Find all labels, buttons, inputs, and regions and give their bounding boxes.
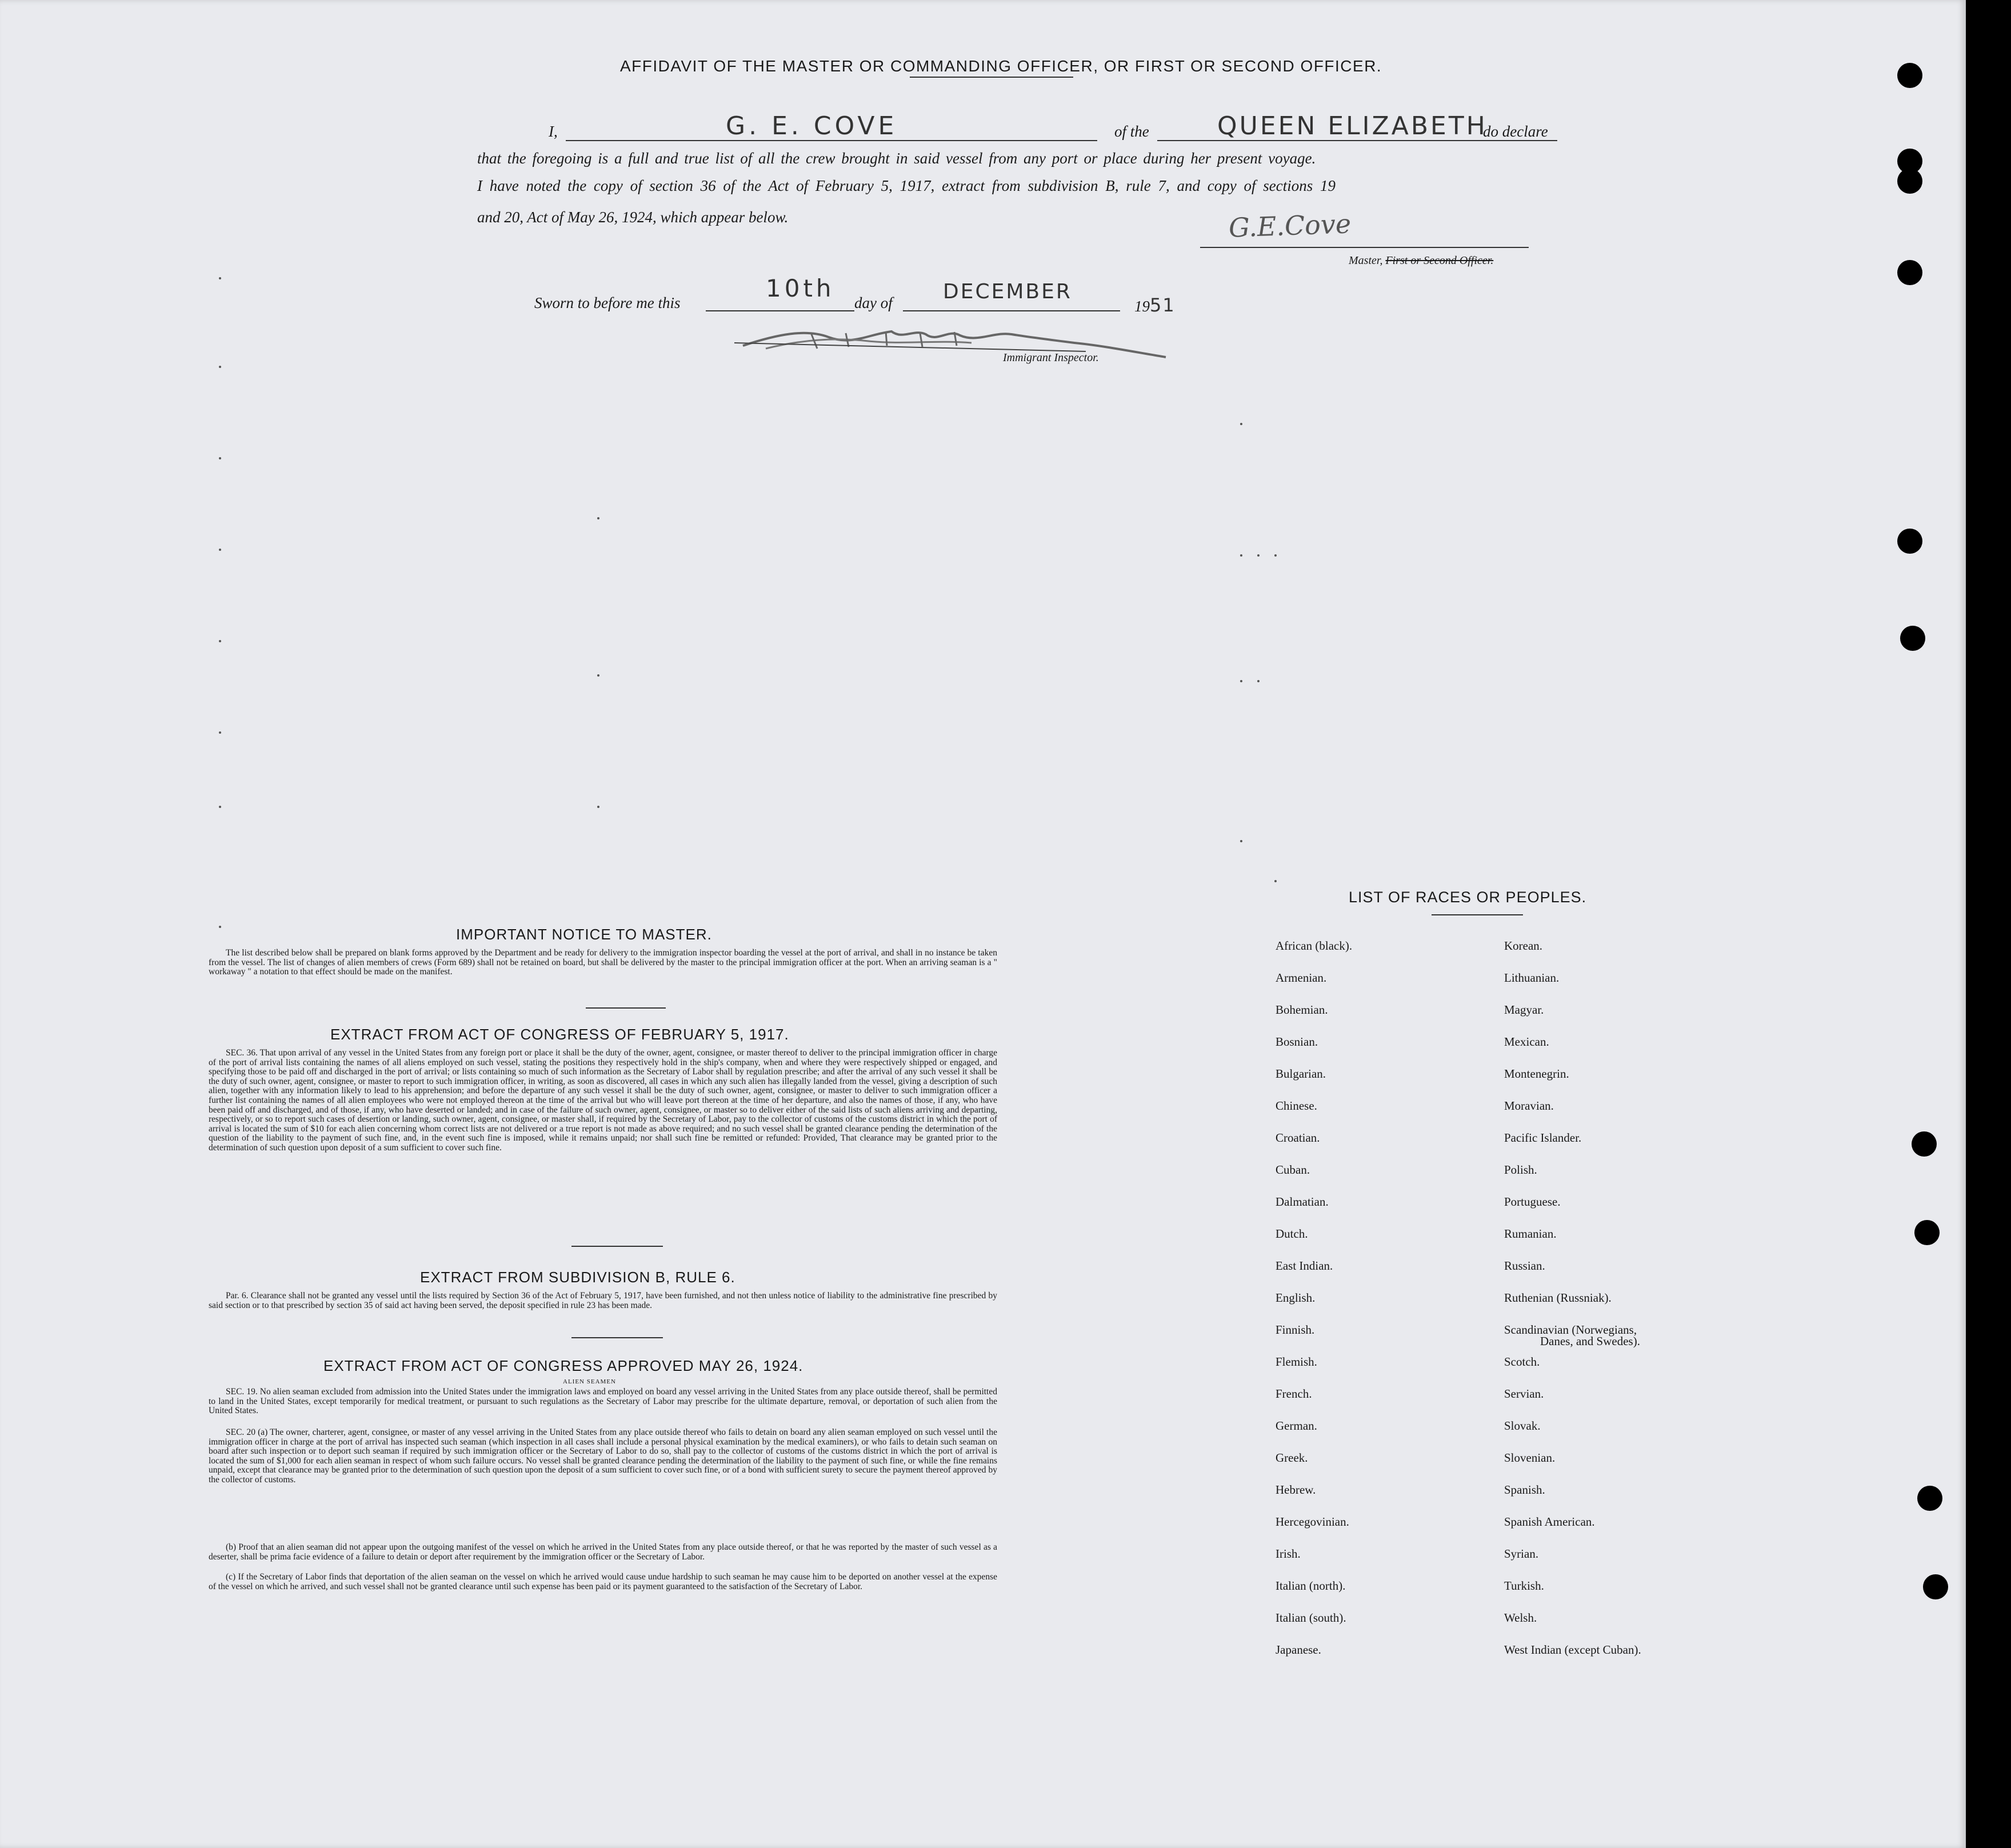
affidavit-line-3: I have noted the copy of section 36 of the Act of February 5, 1917, extract from subdivision B, rule 7, and copy of sections 19 — [477, 177, 1336, 194]
scan-dot — [1274, 554, 1277, 557]
act-1917-body: SEC. 36. That upon arrival of any vessel in the United States from any foreign port or place it shall be the duty of the owner, agent, consignee, or master thereof to deliver to the principal immigration officer in charge of the port of arrival lists containing the names of all aliens employed on such vessel, stating the positions they respectively hold in the ship's company, when and where they were respectively shipped or engaged, and specifying those to be paid off and discharged in the port of arrival; or lists containing so much of such information as the Secretary of Labor shall by regulation prescribe; and after the arrival of any such vessel it shall be the duty of such owner, agent, consignee, or master to report to such immigration officer, in writing, as soon as discovered, all cases in which any such alien has illegally landed from the vessel, giving a description of such alien, together with any information likely to lead to his apprehension; and before the departure of any such vessel it shall be the duty of such owner, agent, consignee, or master to deliver to such immigration officer a further list containing the names of all alien employees who were not employed thereon at the time of the arrival but who will leave port thereon at the time of her departure, and also the names of those, if any, who have been paid off and discharged, and of those, if any, who have deserted or landed; and in case of the failure of such owner, agent, consignee, or master so to deliver either of the said lists of such aliens arriving and departing, respectively, or so to report such cases of desertion or landing, such owner, agent, consignee, or master shall, if required by the Secretary of Labor, pay to the collector of customs of the customs district in which the port of arrival is located the sum of $10 for each alien concerning whom correct lists are not delivered or a true report is not made as above required; and no such vessel shall be granted clearance pending the determination of the question of the liability to the payment of such fine, and, in the event such fine is imposed, while it remains unpaid; nor shall such fine be remitted or refunded: Provided, That clearance may be granted prior to the determination of such question upon deposit of a sum sufficient to cover such fine. — [209, 1048, 997, 1153]
master-role-struck: First or Second Officer. — [1385, 254, 1494, 267]
scan-dot — [1257, 554, 1260, 557]
punch-hole — [1897, 169, 1922, 194]
scan-dot — [219, 277, 221, 279]
scan-dot — [1240, 840, 1242, 842]
race-item: Chinese. — [1276, 1099, 1317, 1113]
master-signature-line — [1200, 247, 1529, 248]
race-item: African (black). — [1276, 939, 1353, 953]
act-1924-sec-20a: SEC. 20 (a) The owner, charterer, agent, consignee, or master of any vessel arriving in the United States from any place outside thereof who fails to detain on board any alien seaman employed on such vessel until the immigration officer in charge at the port of arrival has inspected such seaman (which inspection in all cases shall include a personal physical examination by the medical examiners), or who fails to detain such seaman on board after such inspection or to deport such seaman if required by such immigration officer or the Secretary of Labor to do so, shall pay to the collector of customs of the customs district in which the port of arrival is located the sum of $1,000 for each alien seaman in respect of whom such failure occurs. No vessel shall be granted clearance pending the determination of the liability to the payment of such fine, or while the fine remains unpaid, except that clearance may be granted prior to the determination of such question upon the deposit of a sum sufficient to cover such fine, or of a bond with sufficient surety to secure the payment thereof approved by the collector of customs. — [209, 1427, 997, 1485]
affidavit-line-2: that the foregoing is a full and true list of all the crew brought in said vessel from any port or place during her present voyage. — [477, 150, 1316, 167]
act-1924-title: EXTRACT FROM ACT OF CONGRESS APPROVED MAY 26, 1924. — [323, 1357, 803, 1374]
act-1924-sec-20b: (b) Proof that an alien seaman did not appear upon the outgoing manifest of the vessel on which he arrived in the United States from any place outside thereof, or that he was reported by the master of such vessel as a deserter, shall be prima facie evidence of a failure to detain or deport after requirement by the immigration officer or the Secretary of Labor. — [209, 1542, 997, 1562]
race-item: Welsh. — [1504, 1611, 1537, 1625]
race-item: Irish. — [1276, 1547, 1301, 1561]
affidavit-title: AFFIDAVIT OF THE MASTER OR COMMANDING OFFICER, OR FIRST OR SECOND OFFICER. — [620, 57, 1382, 75]
inspector-signature — [731, 317, 1189, 363]
scan-dot — [219, 549, 221, 551]
divider — [571, 1337, 663, 1338]
act-1924-sec-20c: (c) If the Secretary of Labor finds that deportation of the alien seaman on the vessel on which he arrived would cause undue hardship to such seaman he may cause him to be deported on another vessel at the expense of the vessel on which he arrived, and such vessel shall not be granted clearance until such expense has been paid or its payment guaranteed to the satisfaction of the Secretary of Labor. — [209, 1572, 997, 1591]
affidavit-line-4: and 20, Act of May 26, 1924, which appear below. — [477, 209, 789, 226]
race-item: Ruthenian (Russniak). — [1504, 1291, 1612, 1305]
act-1924-sec-19: SEC. 19. No alien seaman excluded from admission into the United States under the immigration laws and employed on board any vessel arriving in the United States from any place outside thereof, shall be permitted to land in the United States, except temporarily for medical treatment, or pursuant to such regulations as the Secretary of Labor may prescribe for the ultimate departure, removal, or deportation of such alien from the United States. — [209, 1387, 997, 1416]
vessel-name: QUEEN ELIZABETH — [1217, 111, 1488, 141]
race-item: Slovak. — [1504, 1419, 1541, 1433]
race-item: Italian (north). — [1276, 1579, 1346, 1593]
scan-dot — [1240, 554, 1242, 557]
race-item: Greek. — [1276, 1451, 1308, 1465]
race-item: Cuban. — [1276, 1163, 1310, 1177]
race-item: Magyar. — [1504, 1003, 1544, 1017]
race-item: Servian. — [1504, 1387, 1544, 1401]
race-item: English. — [1276, 1291, 1316, 1305]
divider — [586, 1007, 666, 1009]
punch-hole — [1897, 63, 1922, 88]
races-title-underline — [1432, 914, 1523, 915]
punch-hole — [1897, 260, 1922, 285]
year-prefix: 19 — [1134, 298, 1150, 315]
race-item: Dalmatian. — [1276, 1195, 1329, 1209]
master-role-label: Master, — [1349, 254, 1383, 267]
month-line — [903, 310, 1120, 311]
scan-dot — [219, 731, 221, 734]
scan-dot — [1240, 680, 1242, 682]
race-item: Moravian. — [1504, 1099, 1554, 1113]
inspector-signature-scribble — [731, 317, 1189, 363]
race-item: Scotch. — [1504, 1355, 1540, 1369]
race-item: Japanese. — [1276, 1643, 1321, 1657]
race-item: Bosnian. — [1276, 1035, 1318, 1049]
affidavit-i: I, — [549, 123, 558, 140]
act-1924-subtitle: ALIEN SEAMEN — [563, 1378, 616, 1385]
divider — [571, 1246, 663, 1247]
race-item: Syrian. — [1504, 1547, 1539, 1561]
race-item: Croatian. — [1276, 1131, 1320, 1145]
race-item: Rumanian. — [1504, 1227, 1557, 1241]
scan-dot — [219, 640, 221, 642]
scan-dot — [1274, 880, 1277, 882]
notice-body: The list described below shall be prepared on blank forms approved by the Department and be ready for delivery to the immigration inspector boarding the vessel at the port of arrival, and shall in no instance be taken from the vessel. The list of changes of alien members of crews (Form 689) shall not be retained on board, but shall be delivered by the master to the principal immigration officer at the port. When an arriving seaman is a " workaway " a notation to that effect should be made on the manifest. — [209, 948, 997, 977]
race-item: West Indian (except Cuban). — [1504, 1643, 1641, 1657]
month-value: DECEMBER — [943, 280, 1072, 303]
race-item: Lithuanian. — [1504, 971, 1560, 985]
act-1917-title: EXTRACT FROM ACT OF CONGRESS OF FEBRUARY 5, 1917. — [330, 1026, 789, 1043]
race-item: Italian (south). — [1276, 1611, 1346, 1625]
race-item: Turkish. — [1504, 1579, 1544, 1593]
scan-dot — [597, 806, 599, 808]
race-item: Scandinavian (Norwegians, — [1504, 1323, 1637, 1337]
day-value: 10th — [766, 274, 835, 302]
rule-6-title: EXTRACT FROM SUBDIVISION B, RULE 6. — [420, 1269, 735, 1286]
rule-6-body: Par. 6. Clearance shall not be granted any vessel until the lists required by Section 36 of the Act of February 5, 1917, have been furnished, and not then unless notice of liability to the administrative fine prescribed by said section or to that prescribed by section 35 of said act having been served, the deposit specified in rule 23 has been made. — [209, 1291, 997, 1310]
race-item: Dutch. — [1276, 1227, 1308, 1241]
race-item: Portuguese. — [1504, 1195, 1561, 1209]
race-item: Pacific Islander. — [1504, 1131, 1582, 1145]
year — [1134, 294, 1176, 316]
scan-dot — [1257, 680, 1260, 682]
race-item-continued: Danes, and Swedes). — [1540, 1334, 1640, 1348]
race-item: Polish. — [1504, 1163, 1537, 1177]
punch-hole — [1923, 1574, 1948, 1599]
race-item: Montenegrin. — [1504, 1067, 1569, 1081]
race-item: Finnish. — [1276, 1323, 1315, 1337]
race-item: Spanish. — [1504, 1483, 1545, 1497]
race-item: Bulgarian. — [1276, 1067, 1326, 1081]
day-line — [706, 310, 854, 311]
race-item: Hercegovinian. — [1276, 1515, 1349, 1529]
race-item: Slovenian. — [1504, 1451, 1556, 1465]
scan-dot — [219, 926, 221, 928]
year-suffix: 51 — [1150, 294, 1176, 316]
punch-hole — [1914, 1220, 1940, 1245]
title-underline — [910, 77, 1073, 78]
punch-hole — [1900, 626, 1925, 651]
affidavit-do-declare: do declare — [1483, 123, 1548, 140]
race-item: Korean. — [1504, 939, 1543, 953]
day-of-label: day of — [854, 294, 893, 311]
race-item: German. — [1276, 1419, 1317, 1433]
race-item: Bohemian. — [1276, 1003, 1328, 1017]
race-item: Spanish American. — [1504, 1515, 1595, 1529]
race-item: Russian. — [1504, 1259, 1545, 1273]
race-item: Flemish. — [1276, 1355, 1317, 1369]
master-name: G. E. COVE — [726, 111, 898, 141]
scan-dot — [219, 806, 221, 808]
races-title: LIST OF RACES OR PEOPLES. — [1349, 889, 1587, 906]
scan-dot — [597, 674, 599, 677]
sworn-label: Sworn to before me this — [534, 294, 681, 311]
race-item: French. — [1276, 1387, 1312, 1401]
punch-hole — [1897, 529, 1922, 554]
scan-dot — [597, 517, 599, 519]
scan-dot — [1240, 423, 1242, 425]
scan-dot — [219, 366, 221, 368]
race-item: East Indian. — [1276, 1259, 1333, 1273]
race-item: Hebrew. — [1276, 1483, 1316, 1497]
punch-hole — [1917, 1486, 1942, 1511]
race-item: Armenian. — [1276, 971, 1327, 985]
race-item: Mexican. — [1504, 1035, 1549, 1049]
punch-hole — [1912, 1131, 1937, 1157]
notice-title: IMPORTANT NOTICE TO MASTER. — [456, 926, 712, 943]
scan-dot — [219, 457, 221, 459]
inspector-label: Immigrant Inspector. — [1003, 351, 1099, 364]
affidavit-of-the: of the — [1114, 123, 1149, 140]
master-role — [1349, 254, 1493, 267]
master-signature: G.E.Cove — [1228, 208, 1352, 243]
